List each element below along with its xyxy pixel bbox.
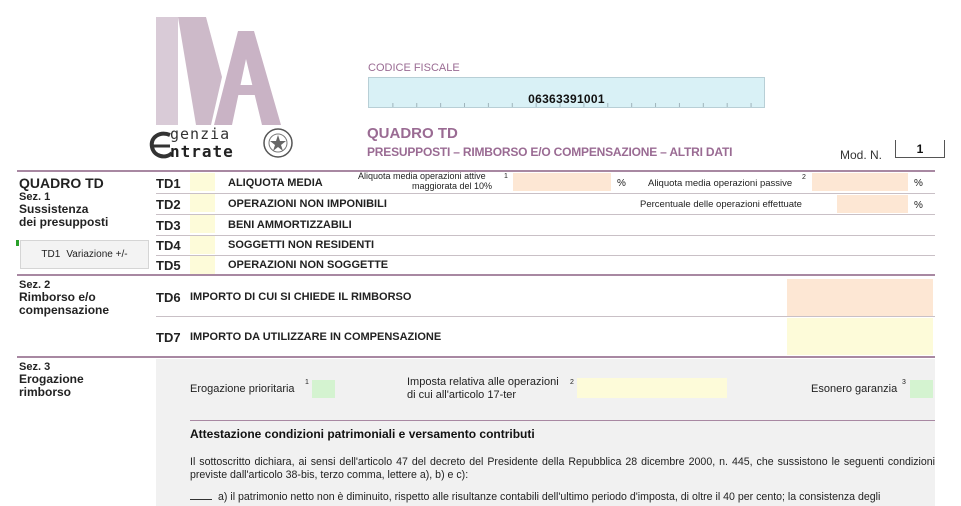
attestazione-title: Attestazione condizioni patrimoniali e versamento contributi	[190, 427, 535, 441]
td1-passive-num: 2	[802, 174, 806, 181]
td1-active-pct: %	[617, 178, 626, 189]
td2-pct-label: Percentuale delle operazioni effettuate	[640, 199, 802, 210]
td1-active-label-1: Aliquota media operazioni attive	[358, 171, 486, 181]
td1-passive-rate-field[interactable]	[812, 173, 908, 191]
imposta-amount-field[interactable]	[577, 378, 727, 398]
imposta-num: 2	[570, 379, 574, 386]
sez2-line2: compensazione	[19, 303, 110, 317]
row-label-td5: OPERAZIONI NON SOGGETTE	[228, 259, 389, 271]
row-code-td2: TD2	[156, 197, 181, 212]
row-divider	[156, 255, 935, 256]
attestazione-paragraph: Il sottoscritto dichiara, ai sensi dell'articolo 47 del decreto del Presidente della Repubblica 28 dicembre 2000, n. 445, che sussistono le seguenti condizioni previste dall'articolo 38-bis, terzo comma, lettere a), b) e c):	[190, 456, 935, 481]
td5-checkbox[interactable]	[190, 256, 215, 274]
sez3-label: Sez. 3	[19, 361, 51, 373]
sez3-heading	[19, 361, 84, 399]
codice-fiscale-field[interactable]	[368, 77, 765, 108]
row-divider	[156, 316, 935, 317]
codice-fiscale-label: CODICE FISCALE	[368, 62, 460, 74]
row-code-td4: TD4	[156, 238, 181, 253]
td4-checkbox[interactable]	[190, 236, 215, 254]
quadro-td-heading: QUADRO TD	[19, 175, 104, 191]
td2-checkbox[interactable]	[190, 194, 215, 212]
sez3-line1: Erogazione	[19, 372, 84, 386]
sez3-line2: rimborso	[19, 385, 72, 399]
row-code-td5: TD5	[156, 258, 181, 273]
imposta-label-1: Imposta relativa alle operazioni	[407, 376, 559, 388]
codice-fiscale-value: 06363391001	[528, 92, 605, 106]
field-tick-marks	[369, 103, 764, 107]
item-a-checkbox[interactable]	[190, 499, 212, 500]
row-divider	[156, 235, 935, 236]
sez2-label: Sez. 2	[19, 279, 51, 291]
section-divider	[17, 274, 935, 276]
row-label-td2: OPERAZIONI NON IMPONIBILI	[228, 198, 387, 210]
td2-pct-field[interactable]	[837, 195, 908, 213]
mod-number-field[interactable]: 1	[895, 140, 945, 158]
row-code-td1: TD1	[156, 176, 181, 191]
item-a-text: a) il patrimonio netto non è diminuito, rispetto alle risultanze contabili dell'ultimo periodo d'imposta, di oltre il 40 per cento; la consistenza degli	[218, 491, 881, 503]
row-divider	[156, 214, 935, 215]
sez1-heading	[19, 175, 108, 229]
row-code-td6: TD6	[156, 290, 181, 305]
esonero-num: 3	[902, 379, 906, 386]
logo-text-entrate: ntrate	[170, 142, 234, 161]
td1-active-rate-field[interactable]	[513, 173, 611, 191]
td3-checkbox[interactable]	[190, 215, 215, 233]
td6-amount-field[interactable]	[787, 279, 933, 316]
td1-passive-label: Aliquota media operazioni passive	[648, 178, 793, 189]
row-label-td1: ALIQUOTA MEDIA	[228, 177, 323, 189]
td1-passive-pct: %	[914, 178, 923, 189]
esonero-checkbox[interactable]	[910, 380, 933, 398]
sez1-label: Sez. 1	[19, 191, 51, 203]
attestazione-item-a	[190, 491, 935, 503]
row-label-td7: IMPORTO DA UTILIZZARE IN COMPENSAZIONE	[190, 331, 442, 343]
row-code-td7: TD7	[156, 330, 181, 345]
erogazione-checkbox[interactable]	[312, 380, 335, 398]
td1-active-num: 1	[504, 173, 508, 180]
sez2-heading	[19, 279, 109, 317]
mod-number-label: Mod. N.	[840, 148, 883, 162]
attestazione-divider	[190, 420, 935, 421]
row-code-td3: TD3	[156, 218, 181, 233]
td1-active-label-2: maggiorata del 10%	[412, 181, 493, 191]
erogazione-num: 1	[305, 379, 309, 386]
sez1-line1: Sussistenza	[19, 202, 89, 216]
section-divider	[17, 356, 935, 358]
agenzia-entrate-logo	[148, 125, 298, 165]
td1-variation-button[interactable]	[20, 240, 149, 269]
sez2-line1: Rimborso e/o	[19, 290, 96, 304]
td2-pct: %	[914, 200, 923, 211]
td1-checkbox[interactable]	[190, 173, 215, 191]
quadro-title: QUADRO TD	[367, 125, 458, 142]
quadro-subtitle: PRESUPPOSTI – RIMBORSO E/O COMPENSAZIONE – ALTRI DATI	[367, 145, 733, 159]
variation-button-label: Variazione +/-	[66, 249, 128, 260]
row-label-td3: BENI AMMORTIZZABILI	[228, 219, 352, 231]
agenzia-entrate-m-logo	[156, 17, 281, 125]
row-label-td4: SOGGETTI NON RESIDENTI	[228, 239, 375, 251]
sez1-line2: dei presupposti	[19, 215, 109, 229]
logo-text-agenzia: genzia	[170, 125, 231, 143]
variation-button-code: TD1	[41, 249, 61, 260]
row-label-td6: IMPORTO DI CUI SI CHIEDE IL RIMBORSO	[190, 291, 412, 303]
republic-emblem-icon	[262, 127, 294, 159]
erogazione-label: Erogazione prioritaria	[190, 383, 295, 395]
active-indicator	[16, 240, 19, 246]
imposta-label-2: di cui all'articolo 17-ter	[407, 389, 517, 401]
td7-amount-field[interactable]	[787, 318, 933, 355]
row-divider	[156, 193, 935, 194]
esonero-label: Esonero garanzia	[811, 383, 898, 395]
